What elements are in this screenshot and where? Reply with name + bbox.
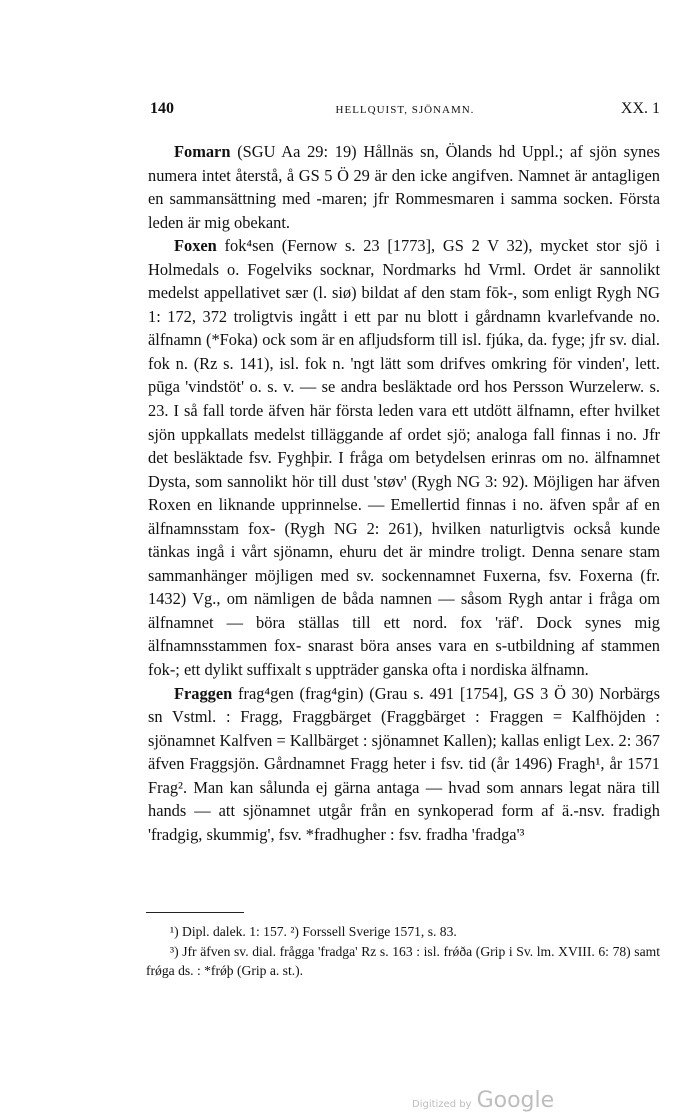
footnote-1-2: ¹) Dipl. dalek. 1: 157. ²) Forssell Sverige 1571, s. 83. [170,924,457,939]
page-header [150,100,660,128]
footnotes [146,922,660,981]
entry-fraggen: Fraggen frag⁴gen (frag⁴gin) (Grau s. 491 [1754], GS 3 Ö 30) Norbärgs sn Vstml. : Fragg, Fraggbärget (Fraggbärget : Fraggen = Kalfhöjden : sjönamnet Kalfven = Kallbärget : sjönamnet Kallen); kallas enligt Lex. 2: 367 äfven Fraggsjön. Gårdnamnet Fragg heter i fsv. tid (år 1496) Fragh¹, år 1571 Frag². Man kan sålunda ej gärna antaga — hvad som annars legat nära till hands — att sjönamnet utgår från en synkoperad form af ä.-nsv. fradigh 'fradgig, skummig', fsv. *fradhugher : fsv. fradha 'fradga'³ [148,683,660,844]
entry-headword: Foxen [174,236,217,256]
entry-headword: Fomarn [174,142,231,161]
watermark-prefix: Digitized by [412,1099,472,1110]
google-logo: Google [476,1088,555,1113]
entry-fomarn: Fomarn (SGU Aa 29: 19) Hållnäs sn, Ölands hd Uppl.; af sjön synes numera intet återstå, å GS 5 Ö 29 är den icke angifven. Namnet är antagligen en sammansättning med -maren; jfr Rommesmaren i samma socken. Första leden är mig obekant. [148,142,660,232]
running-title: HELLQUIST, SJÖNAMN. [335,104,475,116]
footnote-3: ³) Jfr äfven sv. dial. frågga 'fradga' Rz s. 163 : isl. frǿða (Grip i Sv. lm. XVIII. 6: 78) samt frǿga ds. : *frǿþ (Grip a. st.). [146,943,660,978]
volume-label: XX. 1 [620,100,660,117]
page-number: 140 [150,100,174,117]
digitization-watermark [412,1088,554,1113]
entry-headword: Fraggen [174,683,233,703]
body-text [148,140,660,846]
footnote-rule [146,912,244,913]
entry-foxen: Foxen fok⁴sen (Fernow s. 23 [1773], GS 2 V 32), mycket stor sjö i Holmedals o. Fogelviks socknar, Nordmarks hd Vrml. Ordet är sannolikt medelst appellativet sær (l. siø) bildat af den stam fōk-, som enligt Rygh NG 1: 172, 372 troligtvis ingått i ett par nu blott i gårdnamn kvarlefvande no. älfnamn (*Foka) ock som är en afljudsform till isl. fjúka, da. fyge; jfr sv. dial. fok n. (Rz s. 141), isl. fok n. 'ngt lätt som drifves omkring för vinden', lett. pūga 'vindstöt' o. s. v. — se andra besläktade ord hos Persson Wurzelerw. s. 23. I så fall torde äfven här första leden vara ett utdött älfnamn, efter hvilket sjön uppkallats medelst tilläggande af ordet sjö; analoga fall finnas i no. Jfr det besläktade fsv. Fyghþir. I fråga om betydelsen erinras om no. älfnamnet Dysta, som sannolikt hör till dust 'støv' (Rygh NG 3: 92). Möjligen har äfven Roxen en liknande upprinnelse. — Emellertid finnas i no. äfven spår af en älfnamnsstam fox- (Rygh NG 2: 261), hvilken naturligtvis också kunde tänkas ingå i vårt sjönamn, ehuru det är mindre troligt. Denna senare stam sammanhänger möjligen med sv. sockennamnet Fuxerna, fsv. Foxerna (fr. 1432) Vg., om nämligen de båda namnen — såsom Rygh antar i fråga om älfnamnet — böra ställas till ett nord. fox 'räf'. Dock synes mig älfnamnsstammen fox- snarast böra anses vara en s-utbildning af stammen fok-; ett dylikt suffixalt s uppträder ganska ofta i nordiska älfnamn. [148,236,660,680]
